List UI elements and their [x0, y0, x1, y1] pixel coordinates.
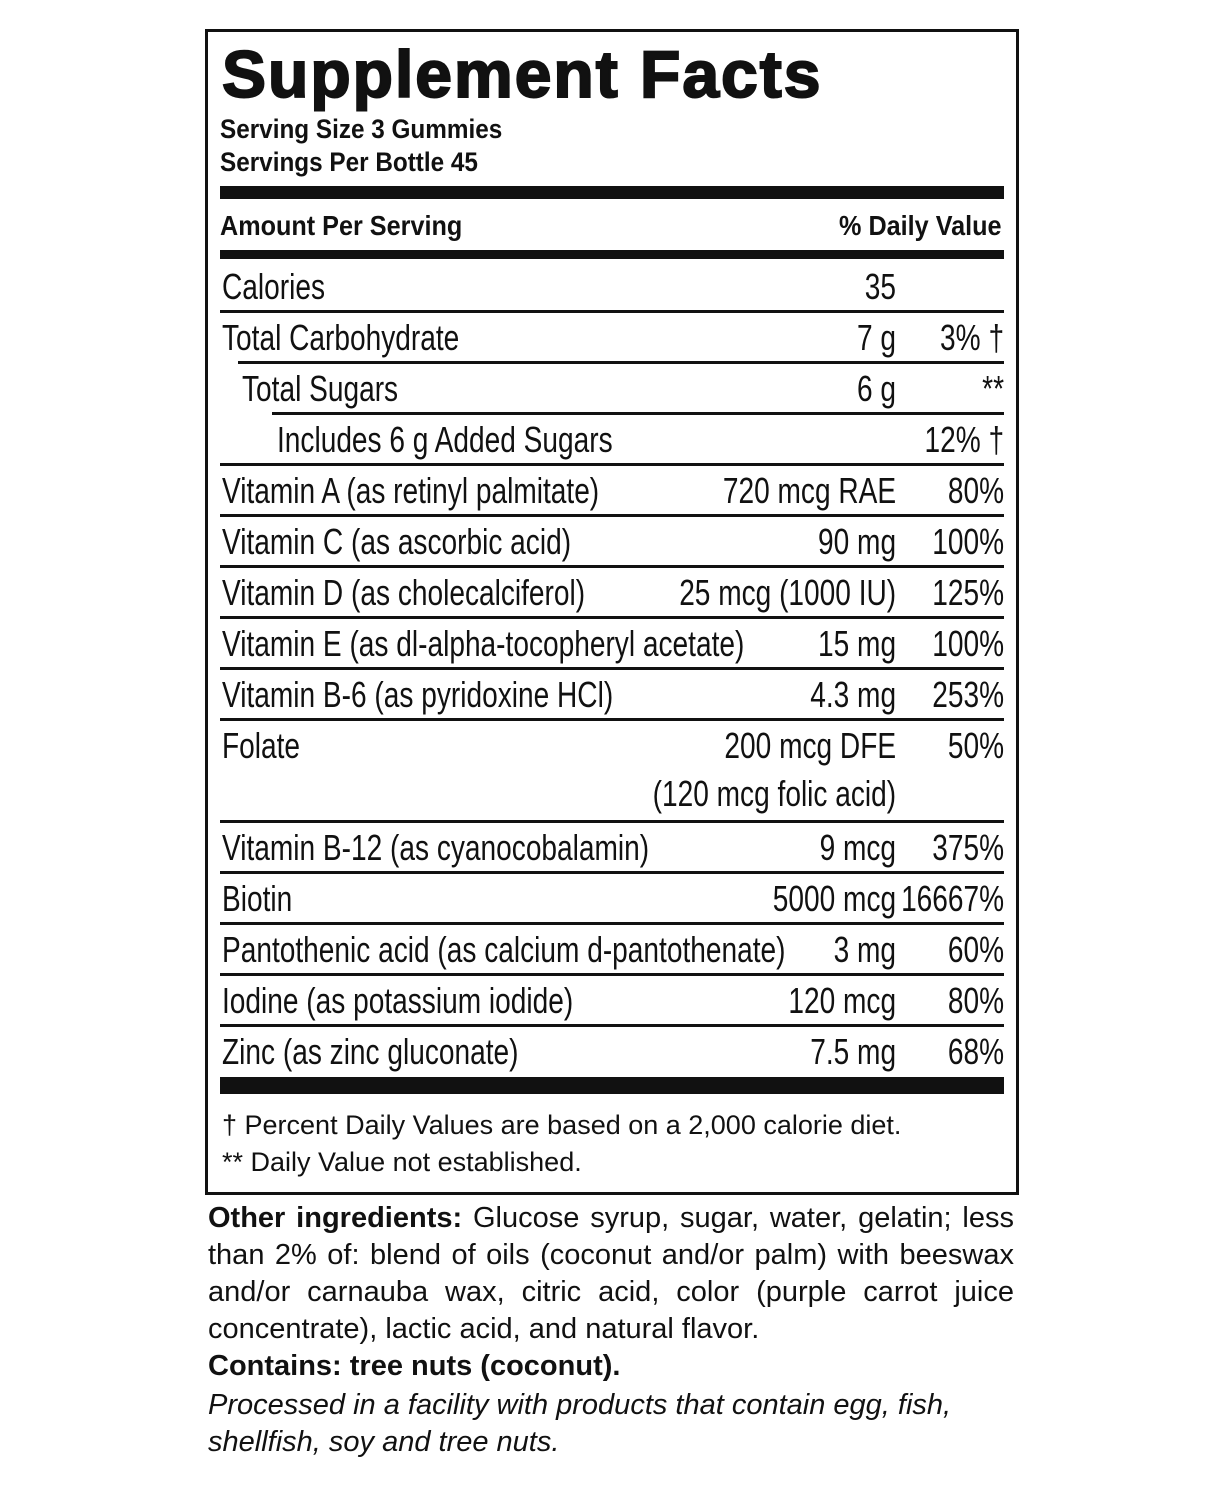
nutrient-name: Pantothenic acid (as calcium d-pantothenate) [222, 929, 786, 970]
nutrient-name: Vitamin B-6 (as pyridoxine HCl) [222, 674, 614, 715]
nutrient-amount: 3 mg [833, 929, 896, 970]
amount-per-serving-label: Amount Per Serving [220, 210, 463, 241]
nutrient-amount-detail: (120 mcg folic acid) [652, 773, 896, 814]
nutrient-row [220, 364, 1004, 412]
nutrient-name: Biotin [222, 878, 293, 919]
nutrient-name: Vitamin A (as retinyl palmitate) [222, 470, 600, 511]
servings-per-container: Servings Per Bottle 45 [220, 147, 478, 177]
nutrient-name: Includes 6 g Added Sugars [277, 419, 613, 460]
nutrient-row [220, 874, 1004, 925]
nutrient-name: Vitamin C (as ascorbic acid) [222, 521, 572, 562]
nutrient-row [220, 262, 1004, 313]
footnote-dv: † Percent Daily Values are based on a 2,000 calorie diet. [222, 1110, 902, 1140]
nutrient-daily-value: 80% [947, 470, 1004, 511]
nutrient-daily-value: 100% [932, 623, 1004, 664]
nutrient-amount: 35 [864, 266, 896, 307]
nutrient-amount: 15 mg [817, 623, 896, 664]
nutrient-daily-value: 80% [947, 980, 1004, 1021]
nutrient-daily-value: 125% [932, 572, 1004, 613]
nutrient-amount: 200 mcg DFE [724, 725, 896, 766]
nutrient-name: Folate [222, 725, 301, 766]
nutrient-name: Zinc (as zinc gluconate) [222, 1031, 519, 1072]
nutrient-daily-value: 16667% [900, 878, 1004, 919]
nutrient-row [220, 721, 1004, 823]
nutrient-amount: 5000 mcg [772, 878, 896, 919]
footnote-not-established: ** Daily Value not established. [222, 1147, 582, 1177]
nutrient-name: Vitamin E (as dl-alpha-tocopheryl acetate) [222, 623, 745, 664]
nutrient-amount: 6 g [856, 368, 896, 409]
nutrient-daily-value: 50% [947, 725, 1004, 766]
nutrient-name: Iodine (as potassium iodide) [222, 980, 574, 1021]
nutrient-amount: 7.5 mg [810, 1031, 896, 1072]
nutrient-amount: 4.3 mg [810, 674, 896, 715]
nutrient-amount: 9 mcg [819, 827, 896, 868]
nutrient-row [220, 466, 1004, 517]
panel-title: Supplement Facts [222, 37, 823, 111]
nutrient-name: Total Sugars [242, 368, 399, 409]
nutrient-amount: 120 mcg [788, 980, 896, 1021]
nutrient-table [220, 262, 1004, 1075]
nutrient-amount: 25 mcg (1000 IU) [679, 572, 896, 613]
nutrient-row [220, 925, 1004, 976]
nutrient-daily-value: 12% † [924, 419, 1004, 460]
nutrient-name: Total Carbohydrate [222, 317, 460, 358]
nutrient-row [220, 313, 1004, 361]
allergen-contains: Contains: tree nuts (coconut). [208, 1350, 621, 1382]
other-ingredients-text: Glucose syrup, sugar, water, gelatin; less than 2% of: blend of oils (coconut and/or palm) with beeswax and/or carnauba wax, citric acid, color (purple carrot juice concentrate), lactic acid, and natural flavor. [208, 1202, 1014, 1345]
nutrient-row [220, 1027, 1004, 1075]
nutrient-name: Vitamin B-12 (as cyanocobalamin) [222, 827, 650, 868]
nutrient-daily-value: 253% [932, 674, 1004, 715]
nutrient-amount: 720 mcg RAE [722, 470, 896, 511]
serving-size: Serving Size 3 Gummies [220, 114, 503, 144]
nutrient-row [220, 976, 1004, 1027]
nutrient-amount: 7 g [856, 317, 896, 358]
daily-value-label: % Daily Value [839, 210, 1002, 241]
nutrient-daily-value: 375% [932, 827, 1004, 868]
nutrient-row [220, 415, 1004, 466]
medium-divider [220, 250, 1004, 259]
supplement-facts-panel [205, 29, 1019, 1195]
nutrient-daily-value: 100% [932, 521, 1004, 562]
nutrient-name: Vitamin D (as cholecalciferol) [222, 572, 586, 613]
thick-divider [220, 186, 1004, 199]
facility-statement: Processed in a facility with products that contain egg, fish, shellfish, soy and tree nuts. [208, 1389, 952, 1458]
nutrient-row [220, 568, 1004, 619]
column-header [220, 210, 1002, 242]
nutrient-daily-value: 68% [947, 1031, 1004, 1072]
nutrient-row [220, 517, 1004, 568]
other-ingredients [208, 1200, 1014, 1348]
nutrient-row [220, 619, 1004, 670]
nutrient-daily-value: 3% † [939, 317, 1004, 358]
other-ingredients-label: Other ingredients: [208, 1202, 463, 1234]
nutrient-name: Calories [222, 266, 325, 307]
nutrient-daily-value: ** [982, 368, 1004, 409]
nutrient-amount: 90 mg [817, 521, 896, 562]
nutrient-row [220, 670, 1004, 721]
nutrient-daily-value: 60% [947, 929, 1004, 970]
thick-divider [220, 1077, 1004, 1094]
nutrient-row [220, 823, 1004, 874]
